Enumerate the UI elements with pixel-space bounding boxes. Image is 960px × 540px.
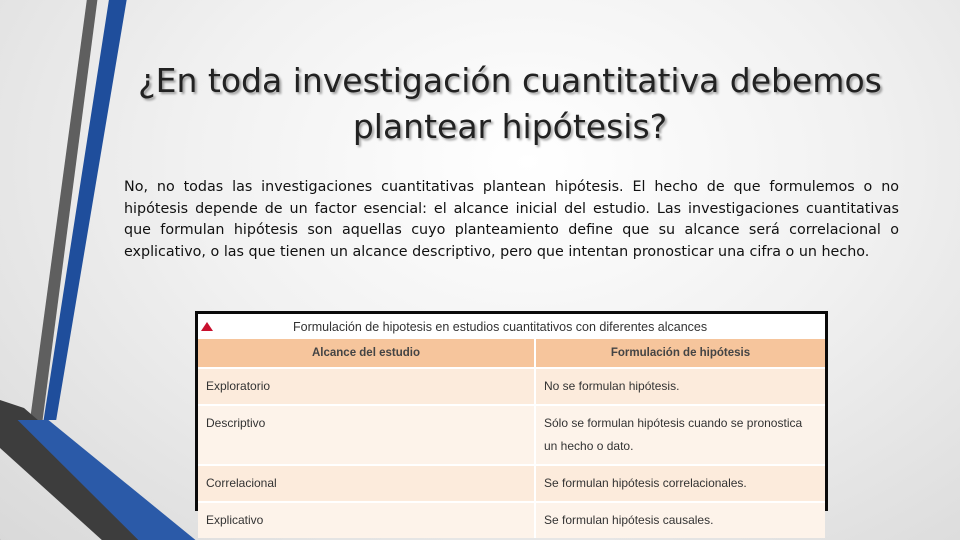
decorative-stripe (0, 0, 10, 540)
table-caption: Formulación de hipotesis en estudios cuantitativos con diferentes alcances (293, 319, 708, 334)
table-row (198, 502, 825, 538)
table-cell-alcance: Exploratorio (198, 368, 535, 405)
table-container (198, 314, 825, 527)
table-image-frame (195, 311, 828, 527)
table-cell-formulacion: Se formulan hipótesis causales. (535, 502, 825, 538)
table-row (198, 405, 825, 465)
table-cell-alcance: Explicativo (198, 502, 535, 538)
table-header-row (198, 339, 825, 368)
table-row (198, 465, 825, 502)
column-header-formulacion: Formulación de hipótesis (535, 339, 825, 368)
table-cell-formulacion: Se formulan hipótesis correlacionales. (535, 465, 825, 502)
table-cell-formulacion: No se formulan hipótesis. (535, 368, 825, 405)
slide-title: ¿En toda investigación cuantitativa debemos plantear hipótesis? (138, 61, 882, 146)
table-cell-alcance: Correlacional (198, 465, 535, 502)
table-caption-row (198, 314, 825, 339)
table-row (198, 368, 825, 405)
table-cell-alcance: Descriptivo (198, 405, 535, 465)
triangle-marker-icon (201, 322, 213, 331)
table-cell-formulacion: Sólo se formulan hipótesis cuando se pronostica un hecho o dato. (535, 405, 825, 465)
column-header-alcance: Alcance del estudio (198, 339, 535, 368)
hypothesis-table (198, 339, 825, 538)
body-paragraph: No, no todas las investigaciones cuantitativas plantean hipótesis. El hecho de que formulemos o no hipótesis depende de un factor esencial: el alcance inicial del estudio. Las investigaciones cuantitativas que formulan hipótesis son aquellas cuyo planteamiento define que su alcance será correlacional o explicativo, o las que tienen un alcance descriptivo, pero que intentan pronosticar una cifra o un hecho. (124, 179, 899, 260)
